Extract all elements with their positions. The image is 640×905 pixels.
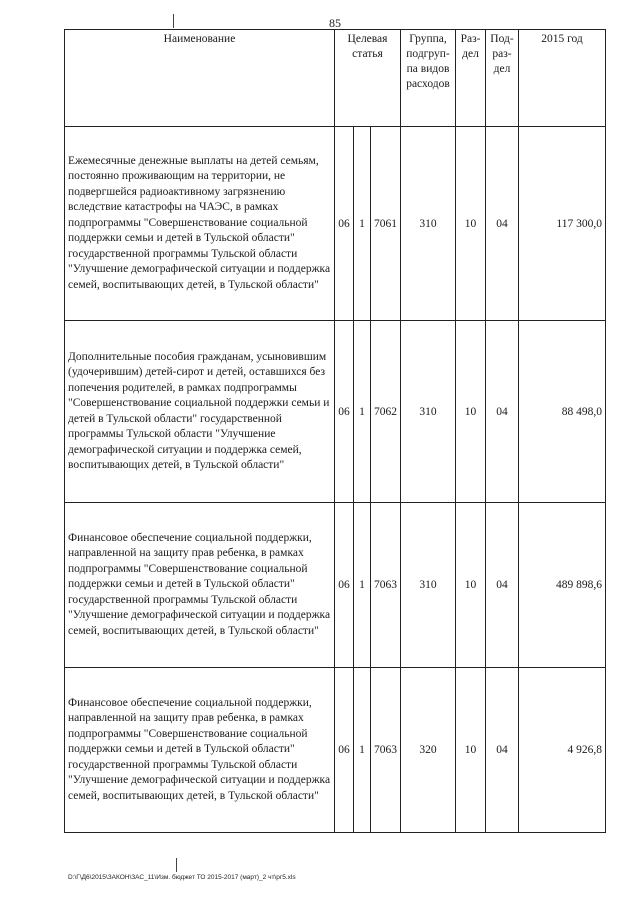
row-section: 10 bbox=[456, 503, 486, 668]
page-number: 85 bbox=[329, 16, 341, 30]
row-expense-group: 320 bbox=[401, 668, 456, 833]
row-name: Финансовое обеспечение социальной поддержки, направленной на защиту прав ребенка, в рамках подпрограммы "Совершенствование социальной поддержки семьи и детей в Тульской области" государственной программы Тульской области "Улучшение демографической ситуации и поддержка семей, воспитывающих детей, в Тульской области" bbox=[65, 668, 335, 833]
row-section: 10 bbox=[456, 668, 486, 833]
row-amount: 489 898,6 bbox=[519, 503, 606, 668]
table-row bbox=[65, 668, 606, 833]
row-code: 7063 bbox=[371, 668, 401, 833]
row-amount: 88 498,0 bbox=[519, 321, 606, 503]
row-section: 10 bbox=[456, 321, 486, 503]
row-name: Финансовое обеспечение социальной поддержки, направленной на защиту прав ребенка, в рамках подпрограммы "Совершенствование социальной поддержки семьи и детей в Тульской области" государственной программы Тульской области "Улучшение демографической ситуации и поддержка семей, воспитывающих детей, в Тульской области" bbox=[65, 503, 335, 668]
row-expense-group: 310 bbox=[401, 127, 456, 321]
row-program: 06 bbox=[335, 668, 354, 833]
row-subsection: 04 bbox=[486, 668, 519, 833]
row-subprogram: 1 bbox=[354, 127, 371, 321]
row-expense-group: 310 bbox=[401, 321, 456, 503]
budget-table bbox=[64, 29, 606, 833]
header-target-article: Целевая статья bbox=[335, 30, 401, 127]
header-year: 2015 год bbox=[519, 30, 606, 127]
margin-tick-mark bbox=[176, 858, 177, 872]
row-code: 7062 bbox=[371, 321, 401, 503]
row-subsection: 04 bbox=[486, 127, 519, 321]
row-name: Ежемесячные денежные выплаты на детей семьям, постоянно проживающим на территории, не подвергшейся радиоактивному загрязнению вследствие катастрофы на ЧАЭС, в рамках подпрограммы "Совершенствование социальной поддержки семьи и детей в Тульской области" государственной программы Тульской области "Улучшение демографической ситуации и поддержка семей, воспитывающих детей, в Тульской области" bbox=[65, 127, 335, 321]
row-program: 06 bbox=[335, 503, 354, 668]
row-program: 06 bbox=[335, 127, 354, 321]
row-subprogram: 1 bbox=[354, 668, 371, 833]
row-section: 10 bbox=[456, 127, 486, 321]
table-header-row bbox=[65, 30, 606, 127]
margin-tick-mark bbox=[173, 14, 174, 28]
row-subprogram: 1 bbox=[354, 321, 371, 503]
table-row bbox=[65, 321, 606, 503]
footer-file-path: D:\Г\Д6\2015\ЗАКОН\ЗАС_11\Изм. бюджет ТО 2015-2017 (март)_2 чт\рг5.xls bbox=[68, 874, 296, 881]
row-subsection: 04 bbox=[486, 321, 519, 503]
row-code: 7061 bbox=[371, 127, 401, 321]
header-section: Раз-дел bbox=[456, 30, 486, 127]
header-subsection: Под-раз-дел bbox=[486, 30, 519, 127]
row-amount: 4 926,8 bbox=[519, 668, 606, 833]
row-subprogram: 1 bbox=[354, 503, 371, 668]
row-code: 7063 bbox=[371, 503, 401, 668]
row-name: Дополнительные пособия гражданам, усыновившим (удочерившим) детей-сирот и детей, оставшихся без попечения родителей, в рамках подпрограммы "Совершенствование социальной поддержки семьи и детей в Тульской области" государственной программы Тульской области "Улучшение демографической ситуации и поддержка семей, воспитывающих детей, в Тульской области" bbox=[65, 321, 335, 503]
header-name: Наименование bbox=[65, 30, 335, 127]
row-expense-group: 310 bbox=[401, 503, 456, 668]
table-row bbox=[65, 503, 606, 668]
row-amount: 117 300,0 bbox=[519, 127, 606, 321]
table-row bbox=[65, 127, 606, 321]
header-expense-group: Группа, подгруп-па видов расходов bbox=[401, 30, 456, 127]
row-program: 06 bbox=[335, 321, 354, 503]
row-subsection: 04 bbox=[486, 503, 519, 668]
